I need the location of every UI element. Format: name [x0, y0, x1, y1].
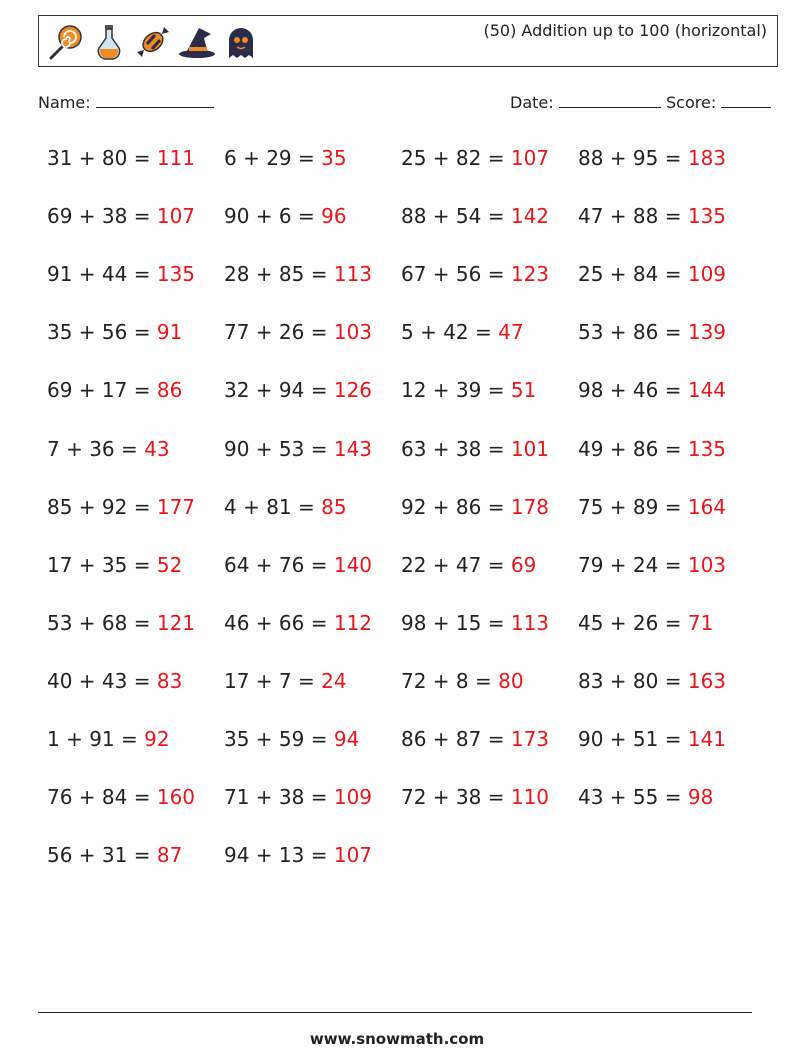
problem-item	[224, 262, 372, 286]
score-line	[721, 93, 771, 108]
problem-equation: 43 + 55 =	[578, 785, 688, 810]
problem-answer: 92	[144, 727, 170, 751]
problem-equation: 12 + 39 =	[401, 378, 511, 403]
problem-answer: 80	[498, 668, 524, 693]
problem-equation: 69 + 38 =	[47, 204, 157, 229]
problem-equation: 31 + 80 =	[47, 146, 157, 170]
score-label: Score:	[666, 93, 717, 112]
problem-equation: 35 + 56 =	[47, 320, 157, 345]
problem-item	[401, 204, 549, 228]
problem-item	[47, 669, 182, 693]
problem-item	[401, 320, 524, 344]
problem-answer: 94	[333, 727, 360, 751]
problem-item	[401, 553, 536, 577]
problem-item	[224, 669, 347, 693]
candy-icon	[133, 22, 173, 62]
problem-item	[224, 727, 359, 751]
problem-item	[47, 204, 195, 228]
problem-answer: 98	[687, 785, 714, 810]
problem-answer: 183	[687, 146, 727, 170]
problem-answer: 164	[687, 494, 727, 519]
problem-item	[224, 611, 372, 635]
problem-equation: 69 + 17 =	[47, 378, 157, 403]
problem-answer: 121	[156, 610, 196, 635]
problem-answer: 71	[687, 610, 714, 635]
problem-item	[401, 262, 549, 286]
problem-item	[47, 437, 170, 461]
problem-equation: 56 + 31 =	[47, 843, 157, 868]
problem-item	[47, 146, 195, 170]
problem-equation: 90 + 53 =	[224, 436, 334, 461]
problem-item	[578, 495, 726, 519]
problem-item	[224, 437, 372, 461]
problem-item	[47, 785, 195, 809]
problem-equation: 98 + 15 =	[401, 610, 511, 635]
problem-answer: 96	[321, 204, 347, 229]
problem-answer: 52	[156, 552, 183, 577]
problem-equation: 7 + 36 =	[47, 436, 145, 461]
problem-equation: 1 + 91 =	[47, 727, 145, 751]
score-field	[666, 93, 771, 112]
problem-answer: 113	[510, 610, 550, 635]
problem-item	[401, 611, 549, 635]
problem-equation: 88 + 54 =	[401, 204, 511, 229]
problem-equation: 76 + 84 =	[47, 785, 157, 810]
problem-equation: 22 + 47 =	[401, 552, 511, 577]
problem-item	[578, 727, 726, 751]
problem-item	[224, 378, 372, 402]
problem-equation: 92 + 86 =	[401, 494, 511, 519]
problem-equation: 85 + 92 =	[47, 494, 157, 519]
problem-item	[401, 785, 549, 809]
problem-equation: 72 + 8 =	[401, 668, 499, 693]
problem-equation: 17 + 7 =	[224, 668, 322, 693]
date-line	[559, 93, 661, 108]
name-field	[38, 93, 214, 112]
problem-equation: 72 + 38 =	[401, 785, 511, 810]
problem-equation: 25 + 82 =	[401, 146, 511, 170]
problem-equation: 53 + 86 =	[578, 320, 688, 345]
problem-answer: 35	[321, 146, 347, 170]
problem-answer: 142	[510, 204, 550, 229]
problem-answer: 177	[156, 494, 196, 519]
problem-answer: 110	[510, 785, 550, 810]
problem-equation: 86 + 87 =	[401, 727, 511, 751]
problem-equation: 46 + 66 =	[224, 610, 334, 635]
problem-item	[578, 669, 726, 693]
problem-equation: 75 + 89 =	[578, 494, 688, 519]
problem-equation: 63 + 38 =	[401, 436, 511, 461]
problem-equation: 35 + 59 =	[224, 727, 334, 751]
problem-item	[401, 669, 524, 693]
name-line	[96, 93, 214, 108]
worksheet-title: (50) Addition up to 100 (horizontal)	[483, 21, 767, 40]
date-label: Date:	[510, 93, 554, 112]
problem-item	[47, 378, 182, 402]
problem-answer: 126	[333, 378, 373, 403]
problem-item	[401, 378, 536, 402]
problem-item	[224, 495, 347, 519]
witch-hat-icon	[177, 22, 217, 62]
problem-answer: 103	[687, 552, 727, 577]
problem-item	[47, 495, 195, 519]
problem-answer: 144	[687, 378, 727, 403]
problem-equation: 71 + 38 =	[224, 785, 334, 810]
problem-answer: 135	[687, 436, 727, 461]
problem-equation: 90 + 51 =	[578, 727, 688, 751]
problem-answer: 109	[333, 785, 373, 810]
problem-answer: 47	[498, 320, 524, 345]
problem-answer: 141	[687, 727, 727, 751]
problem-equation: 6 + 29 =	[224, 146, 322, 170]
problem-equation: 88 + 95 =	[578, 146, 688, 170]
problem-equation: 94 + 13 =	[224, 843, 334, 868]
problem-equation: 83 + 80 =	[578, 668, 688, 693]
problem-answer: 83	[156, 668, 183, 693]
name-label: Name:	[38, 93, 91, 112]
problem-equation: 40 + 43 =	[47, 668, 157, 693]
problem-item	[578, 437, 726, 461]
problem-answer: 103	[333, 320, 373, 345]
problem-answer: 109	[687, 262, 727, 287]
problem-answer: 43	[144, 436, 170, 461]
problem-item	[224, 785, 372, 809]
problem-item	[224, 320, 372, 344]
problem-answer: 24	[321, 668, 347, 693]
problem-item	[578, 785, 713, 809]
problem-equation: 91 + 44 =	[47, 262, 157, 287]
potion-bottle-icon	[89, 22, 129, 62]
problem-equation: 67 + 56 =	[401, 262, 511, 287]
problem-item	[47, 262, 195, 286]
problem-equation: 49 + 86 =	[578, 436, 688, 461]
footer-site: www.snowmath.com	[309, 1030, 485, 1048]
problem-item	[47, 611, 195, 635]
problem-answer: 112	[333, 610, 373, 635]
problem-item	[224, 146, 347, 170]
problem-answer: 139	[687, 320, 727, 345]
problem-item	[401, 437, 549, 461]
problem-equation: 5 + 42 =	[401, 320, 499, 345]
problem-answer: 140	[333, 552, 373, 577]
problem-item	[47, 843, 182, 867]
problem-equation: 77 + 26 =	[224, 320, 334, 345]
problem-equation: 90 + 6 =	[224, 204, 322, 229]
problem-answer: 69	[510, 552, 537, 577]
problem-item	[578, 611, 713, 635]
problem-answer: 113	[333, 262, 373, 287]
date-field	[510, 93, 661, 112]
problem-answer: 101	[510, 436, 550, 461]
problem-equation: 25 + 84 =	[578, 262, 688, 287]
problem-item	[401, 727, 549, 751]
problem-answer: 173	[510, 727, 550, 751]
problem-answer: 87	[156, 843, 183, 868]
problem-item	[224, 204, 347, 228]
problem-equation: 79 + 24 =	[578, 552, 688, 577]
problem-answer: 160	[156, 785, 196, 810]
problem-item	[578, 146, 726, 170]
problem-item	[578, 378, 726, 402]
problem-item	[578, 553, 726, 577]
problem-answer: 85	[321, 494, 347, 519]
problem-equation: 98 + 46 =	[578, 378, 688, 403]
problem-equation: 64 + 76 =	[224, 552, 334, 577]
problem-equation: 45 + 26 =	[578, 610, 688, 635]
problem-answer: 135	[156, 262, 196, 287]
problem-item	[578, 320, 726, 344]
problem-equation: 4 + 81 =	[224, 494, 322, 519]
problem-answer: 91	[156, 320, 183, 345]
problem-answer: 107	[156, 204, 196, 229]
lollipop-icon	[45, 22, 85, 62]
problem-answer: 135	[687, 204, 727, 229]
worksheet-header	[38, 15, 778, 67]
problem-answer: 123	[510, 262, 550, 287]
problem-answer: 51	[510, 378, 537, 403]
problem-item	[47, 553, 182, 577]
problem-item	[47, 320, 182, 344]
problem-answer: 163	[687, 668, 727, 693]
problem-equation: 47 + 88 =	[578, 204, 688, 229]
problem-item	[47, 727, 170, 751]
problem-equation: 17 + 35 =	[47, 552, 157, 577]
problem-equation: 28 + 85 =	[224, 262, 334, 287]
problem-equation: 32 + 94 =	[224, 378, 334, 403]
problem-answer: 107	[510, 146, 550, 170]
problem-answer: 178	[510, 494, 550, 519]
problem-answer: 107	[333, 843, 373, 868]
halloween-icons	[45, 20, 261, 64]
problem-answer: 111	[156, 146, 196, 170]
problem-item	[224, 843, 372, 867]
problem-item	[578, 204, 726, 228]
problem-item	[401, 495, 549, 519]
problem-item	[578, 262, 726, 286]
problem-answer: 86	[156, 378, 183, 403]
problem-item	[224, 553, 372, 577]
footer-divider	[38, 1012, 752, 1013]
ghost-icon	[221, 22, 261, 62]
problem-answer: 143	[333, 436, 373, 461]
problem-equation: 53 + 68 =	[47, 610, 157, 635]
problem-item	[401, 146, 549, 170]
